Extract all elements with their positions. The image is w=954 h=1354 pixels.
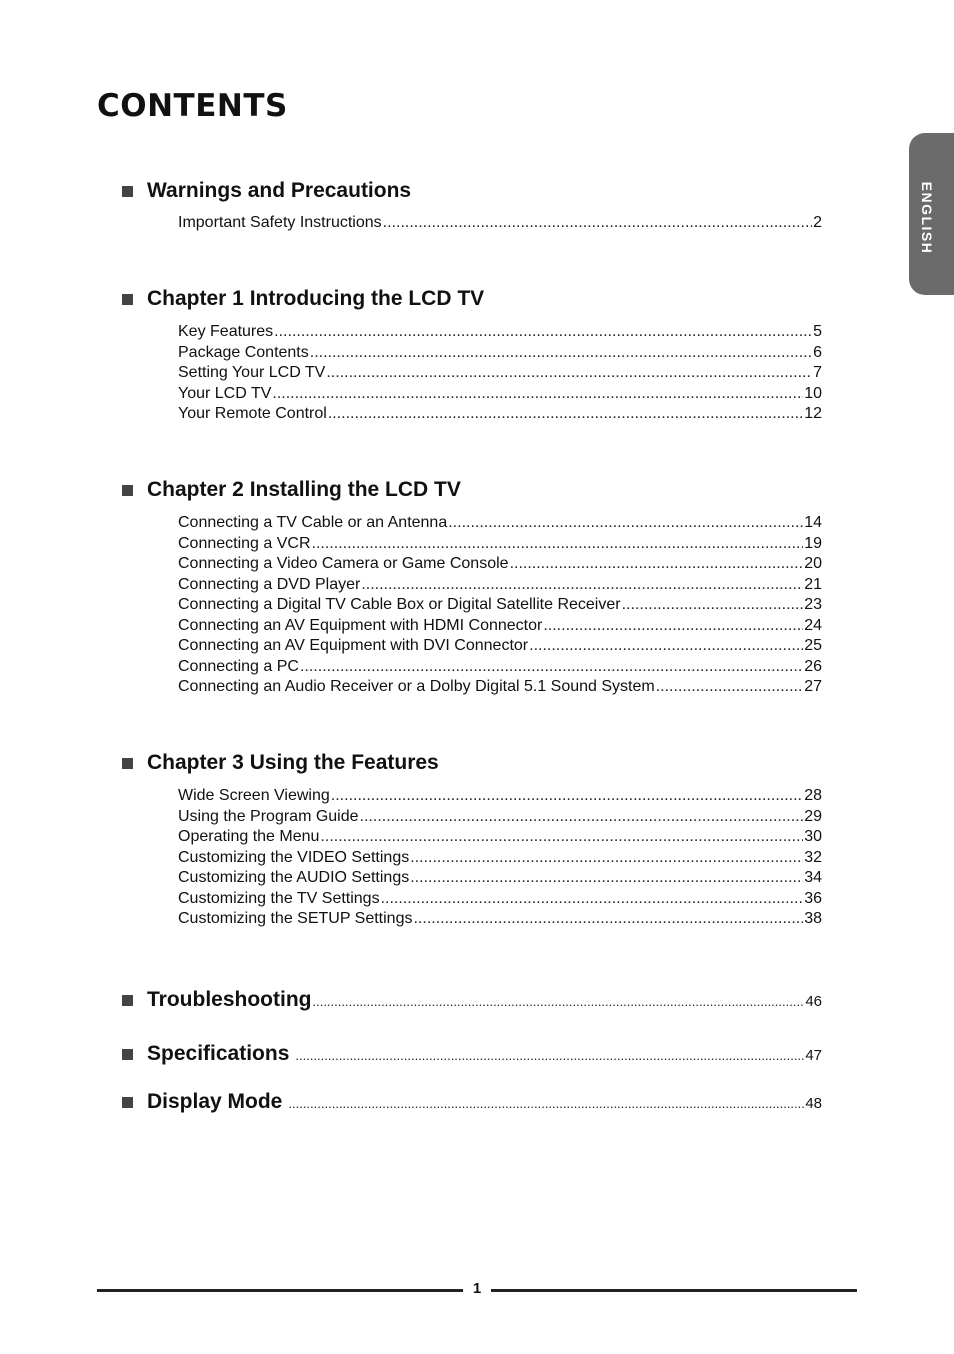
toc-entry-page: 38	[804, 910, 822, 927]
section-chapter-1	[122, 286, 822, 425]
toc-entry-page: 30	[804, 828, 822, 845]
dot-leader	[312, 994, 804, 1009]
toc-entry-title: Your Remote Control	[178, 405, 327, 422]
toc-entry[interactable]	[178, 404, 822, 425]
dot-leader	[656, 677, 803, 698]
dot-leader	[413, 909, 803, 930]
section-title: Chapter 2 Installing the LCD TV	[147, 478, 461, 501]
toc-troubleshooting[interactable]	[122, 988, 822, 1012]
toc-display-mode[interactable]	[122, 1090, 822, 1114]
toc-entry[interactable]	[178, 848, 822, 869]
toc-entry-page: 2	[813, 214, 822, 231]
language-tab-label: ENGLISH	[919, 181, 935, 255]
toc-entry[interactable]	[178, 657, 822, 678]
toc-entry-page: 27	[804, 678, 822, 695]
page-title: CONTENTS	[97, 88, 288, 124]
dot-leader	[383, 213, 812, 234]
toc-entry-title: Connecting a TV Cable or an Antenna	[178, 514, 448, 531]
toc-entry-title: Customizing the AUDIO Settings	[178, 869, 410, 886]
toc-entry-title: Connecting a PC	[178, 657, 299, 675]
section-title: Troubleshooting	[147, 988, 312, 1011]
toc-entry[interactable]	[178, 786, 822, 807]
dot-leader	[448, 513, 803, 534]
toc-entry-page: 21	[804, 575, 822, 593]
toc-entry-page: 24	[804, 616, 822, 634]
dot-leader	[320, 827, 803, 848]
toc-entry-page: 25	[804, 637, 822, 654]
toc-entry-page: 34	[804, 869, 822, 886]
dot-leader	[326, 363, 812, 384]
footer-rule-right	[491, 1289, 857, 1292]
toc-entry[interactable]	[178, 384, 822, 405]
toc-entry-page: 7	[813, 364, 822, 381]
toc-entry-title: Wide Screen Viewing	[178, 787, 330, 804]
toc-entry[interactable]	[178, 322, 822, 343]
dot-leader	[410, 868, 803, 889]
dot-leader	[312, 534, 804, 555]
square-bullet-icon	[122, 186, 133, 197]
toc-entry-page: 5	[813, 323, 822, 340]
section-title: Specifications	[147, 1042, 290, 1065]
section-title: Chapter 3 Using the Features	[147, 751, 439, 774]
dot-leader	[274, 322, 812, 343]
toc-entry-title: Customizing the SETUP Settings	[178, 910, 413, 927]
dot-leader	[295, 1048, 804, 1063]
toc-entry-page: 14	[804, 514, 822, 531]
toc-entry[interactable]	[178, 534, 822, 555]
toc-entry-title: Connecting a VCR	[178, 534, 311, 552]
toc-entry-page: 48	[805, 1095, 822, 1112]
toc-entry[interactable]	[178, 807, 822, 828]
square-bullet-icon	[122, 1097, 133, 1108]
square-bullet-icon	[122, 758, 133, 769]
toc-entry-title: Package Contents	[178, 343, 309, 361]
toc-entry-title: Setting Your LCD TV	[178, 364, 326, 381]
toc-entry-title: Customizing the VIDEO Settings	[178, 848, 410, 866]
dot-leader	[310, 343, 812, 364]
toc-entry-title: Customizing the TV Settings	[178, 889, 380, 907]
toc-entry[interactable]	[178, 909, 822, 930]
toc-entry-page: 23	[804, 596, 822, 613]
dot-leader	[328, 404, 803, 425]
toc-entry-title: Your LCD TV	[178, 384, 272, 402]
toc-entry-page: 10	[804, 384, 822, 402]
toc-entry-title: Using the Program Guide	[178, 807, 359, 825]
section-title: Chapter 1 Introducing the LCD TV	[147, 287, 485, 310]
square-bullet-icon	[122, 995, 133, 1006]
toc-entry-title: Connecting an AV Equipment with DVI Connector	[178, 637, 529, 654]
dot-leader	[410, 848, 803, 869]
section-chapter-2	[122, 477, 822, 698]
toc-entry-page: 12	[804, 405, 822, 422]
section-chapter-3	[122, 750, 822, 930]
dot-leader	[272, 384, 803, 405]
dot-leader	[510, 554, 804, 575]
toc-entry[interactable]	[178, 868, 822, 889]
dot-leader	[331, 786, 803, 807]
toc-entry[interactable]	[178, 677, 822, 698]
toc-entry-page: 29	[804, 807, 822, 825]
toc-entry-page: 47	[805, 1047, 822, 1064]
toc-entry[interactable]	[178, 343, 822, 364]
toc-entry[interactable]	[178, 616, 822, 637]
section-title: Warnings and Precautions	[147, 179, 412, 202]
toc-entry-title: Important Safety Instructions	[178, 214, 382, 231]
dot-leader	[288, 1096, 804, 1111]
toc-entry-page: 46	[805, 993, 822, 1010]
toc-entry[interactable]	[178, 889, 822, 910]
toc-entry-title: Key Features	[178, 323, 274, 340]
toc-entry-page: 20	[804, 555, 822, 572]
toc-entry-page: 32	[804, 848, 822, 866]
dot-leader	[622, 595, 804, 616]
footer-rule-left	[97, 1289, 463, 1292]
toc-entry-title: Connecting a Video Camera or Game Console	[178, 555, 509, 572]
square-bullet-icon	[122, 294, 133, 305]
toc-entry[interactable]	[178, 827, 822, 848]
square-bullet-icon	[122, 485, 133, 496]
toc-entry[interactable]	[178, 575, 822, 596]
toc-entry[interactable]	[178, 363, 822, 384]
toc-entry-title: Connecting an AV Equipment with HDMI Connector	[178, 616, 543, 634]
toc-entry-page: 19	[804, 534, 822, 552]
toc-entry[interactable]	[178, 213, 822, 234]
section-warnings	[122, 178, 822, 234]
toc-entry-page: 36	[804, 889, 822, 907]
toc-entry-page: 26	[804, 657, 822, 675]
toc-entry-page: 6	[813, 343, 822, 361]
dot-leader	[361, 575, 803, 596]
dot-leader	[543, 616, 803, 637]
toc-entry-title: Connecting a Digital TV Cable Box or Digital Satellite Receiver	[178, 596, 621, 613]
toc-entry[interactable]	[178, 513, 822, 534]
toc-entry[interactable]	[178, 636, 822, 657]
toc-entry-title: Connecting a DVD Player	[178, 575, 361, 593]
toc-entry[interactable]	[178, 595, 822, 616]
dot-leader	[300, 657, 803, 678]
dot-leader	[529, 636, 803, 657]
toc-entry-title: Connecting an Audio Receiver or a Dolby Digital 5.1 Sound System	[178, 678, 655, 695]
square-bullet-icon	[122, 1049, 133, 1060]
section-title: Display Mode	[147, 1090, 283, 1113]
toc-specifications[interactable]	[122, 1042, 822, 1066]
toc-entry-page: 28	[804, 787, 822, 804]
dot-leader	[360, 807, 804, 828]
dot-leader	[381, 889, 804, 910]
toc-entry-title: Operating the Menu	[178, 828, 320, 845]
toc-entry[interactable]	[178, 554, 822, 575]
page-number: 1	[472, 1280, 482, 1297]
